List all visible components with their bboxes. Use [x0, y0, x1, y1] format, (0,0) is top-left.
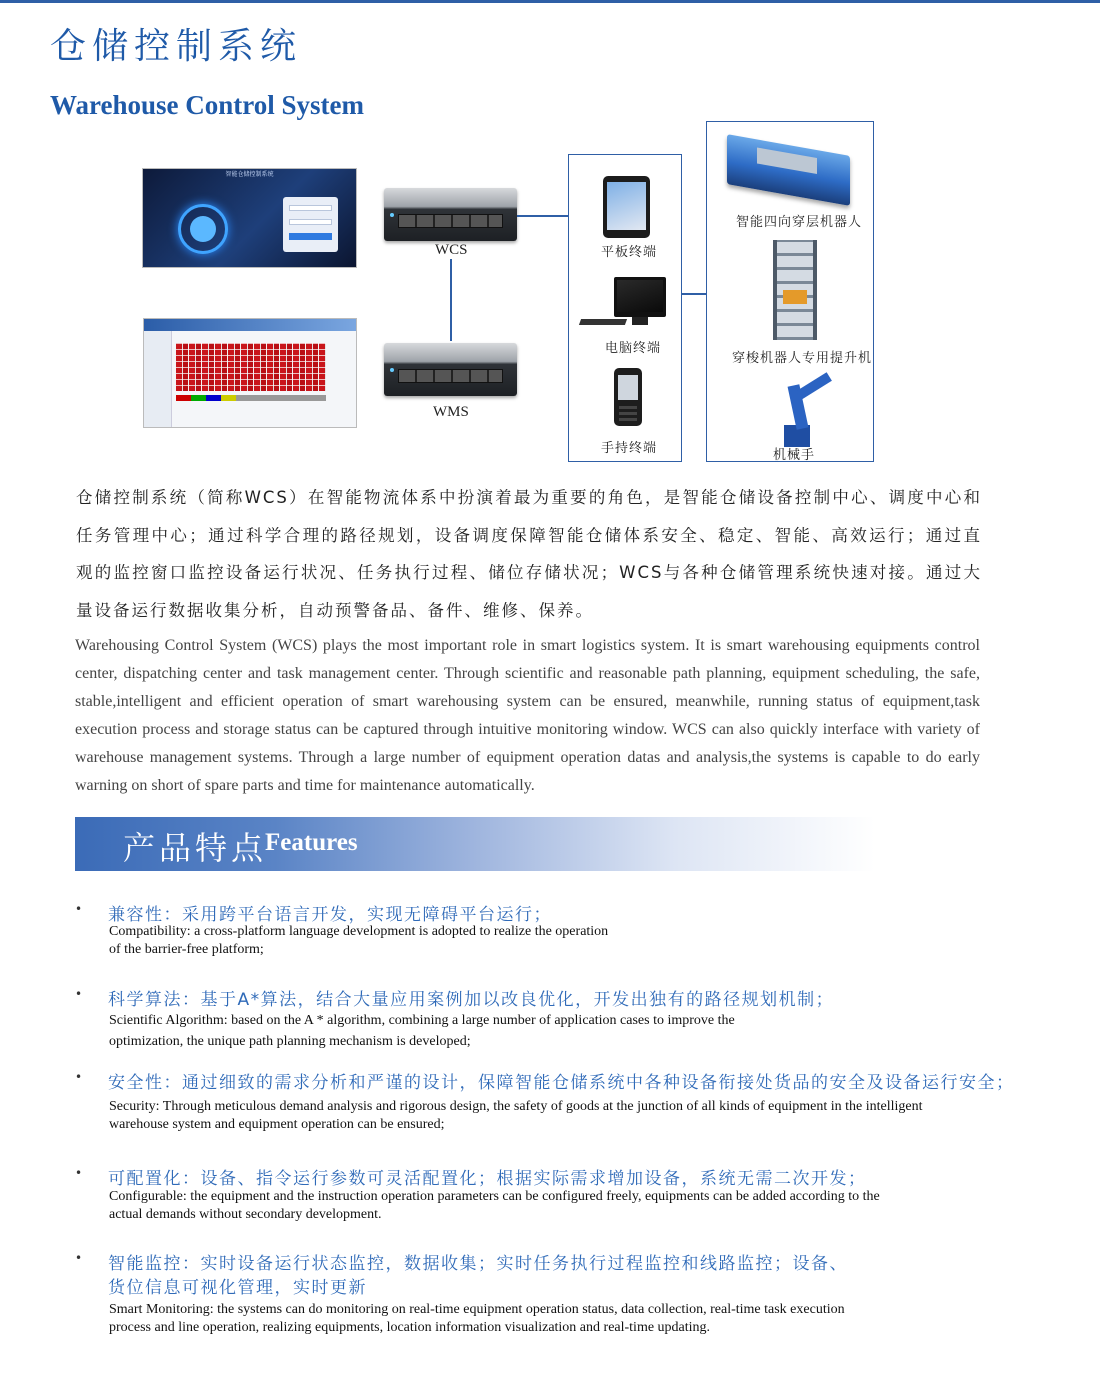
top-rule [0, 0, 1100, 3]
feature-configurable [75, 1164, 1000, 1224]
architecture-diagram [0, 115, 1100, 470]
handheld-device-icon [614, 368, 642, 426]
wcs-server-icon [384, 188, 517, 241]
robot-arm-label: 机械手 [773, 448, 816, 463]
feature-text-en: Scientific Algorithm: based on the A * algorithm, combining a large number of application cases to improve the [109, 1013, 735, 1028]
wms-window-header [144, 319, 356, 331]
tablet-terminal-label: 平板终端 [601, 245, 658, 260]
page-title-en: Warehouse Control System [50, 90, 365, 120]
feature-title-cn: 安全性：通过细致的需求分析和严谨的设计，保障智能仓储系统中各种设备衔接处货品的安全及设备运行安全； [108, 1073, 1015, 1093]
wcs-dashboard-screenshot [142, 168, 357, 268]
feature-smart-monitoring [75, 1249, 1000, 1339]
bullet-marker: • [75, 1251, 83, 1265]
shuttle-lift-label: 穿梭机器人专用提升机 [732, 351, 873, 366]
wcs-terminal-connector [517, 215, 568, 217]
shuttle-robot-label: 智能四向穿层机器人 [736, 215, 863, 230]
shuttle-lift-icon [773, 240, 817, 340]
feature-scientific-algorithm [75, 985, 1000, 1050]
login-panel-graphic [283, 197, 338, 252]
feature-compatibility [75, 900, 1000, 960]
keyboard-icon [579, 319, 627, 325]
truck-icon [190, 216, 216, 242]
feature-title-cn: 智能监控：实时设备运行状态监控，数据收集；实时任务执行过程监控和线路监控；设备、 [108, 1254, 848, 1274]
feature-title-cn-line2: 货位信息可视化管理，实时更新 [108, 1278, 367, 1298]
feature-text-en: of the barrier-free platform; [109, 942, 264, 957]
description-en: Warehousing Control System (WCS) plays the most important role in smart logistics system. It is smart warehousing equipments control center, dispatching center and task management center. Through scientific and reasonable path planning, equipment scheduling, the safe, stable,intelligent and efficient operation of smart warehousing system can be ensured, meanwhile, running status of equipment,task execution process and storage status can be captured through intuitive monitoring window. WCS can also quickly interface with variety of warehouse management systems. Through a large number of equipment operation datas and analysis,the systems is capable to do early warning on short of spare parts and time for maintenance automatically. [75, 637, 980, 794]
features-title-en: Features [265, 829, 358, 856]
feature-text-en: Security: Through meticulous demand analysis and rigorous design, the safety of goods at the junction of all kinds of equipment in the intelligent [109, 1099, 923, 1114]
robot-arm-icon [778, 365, 836, 447]
handheld-terminal-label: 手持终端 [601, 441, 658, 456]
page-title-cn: 仓储控制系统 [50, 26, 303, 67]
wms-sidebar [144, 331, 172, 427]
feature-text-en: Configurable: the equipment and the instruction operation parameters can be configured freely, equipments can be added according to the [109, 1189, 880, 1204]
bullet-marker: • [75, 1166, 83, 1180]
features-banner [75, 817, 875, 871]
feature-text-en: Compatibility: a cross-platform language development is adopted to realize the operation [109, 924, 609, 939]
storage-legend-graphic [176, 395, 326, 401]
tablet-icon [603, 176, 650, 238]
bullet-marker: • [75, 902, 83, 916]
feature-text-en: optimization, the unique path planning mechanism is developed; [109, 1034, 471, 1049]
description-cn: 仓储控制系统（简称WCS）在智能物流体系中扮演着最为重要的角色，是智能仓储设备控制中心、调度中心和任务管理中心；通过科学合理的路径规划，设备调度保障智能仓储体系安全、稳定、智能、高效运行；通过直观的监控窗口监控设备运行状况、任务执行过程、储位存储状况；WCS与各种仓储管理系统快速对接。通过大量设备运行数据收集分析，自动预警备品、备件、维修、保养。 [76, 488, 982, 620]
feature-text-en: actual demands without secondary development. [109, 1207, 382, 1222]
wms-grid-screenshot [143, 318, 357, 428]
dashboard-caption: 智能仓储控制系统 [225, 171, 274, 178]
wcs-server-label: WCS [435, 242, 468, 258]
bullet-marker: • [75, 1070, 83, 1084]
wms-server-icon [384, 343, 517, 396]
feature-title-cn: 科学算法：基于A*算法，结合大量应用案例加以改良优化，开发出独有的路径规划机制； [108, 990, 835, 1010]
wms-server-label: WMS [433, 404, 469, 420]
desktop-monitor-icon [614, 277, 666, 317]
feature-text-en: Smart Monitoring: the systems can do monitoring on real-time equipment operation status, data collection, real-time task execution [109, 1302, 845, 1317]
feature-text-en: process and line operation, realizing equipments, location information visualization and real-time updating. [109, 1320, 711, 1335]
features-title-cn: 产品特点 [123, 829, 268, 867]
feature-security [75, 1068, 1015, 1133]
wcs-wms-connector [450, 259, 452, 341]
feature-text-en: warehouse system and equipment operation can be ensured; [109, 1117, 445, 1132]
terminal-equipment-connector [682, 293, 706, 295]
feature-title-cn: 兼容性：采用跨平台语言开发，实现无障碍平台运行； [108, 905, 552, 925]
feature-title-cn: 可配置化：设备、指令运行参数可灵活配置化；根据实际需求增加设备，系统无需二次开发； [108, 1169, 867, 1189]
bullet-marker: • [75, 987, 83, 1001]
pc-terminal-label: 电脑终端 [605, 341, 662, 356]
